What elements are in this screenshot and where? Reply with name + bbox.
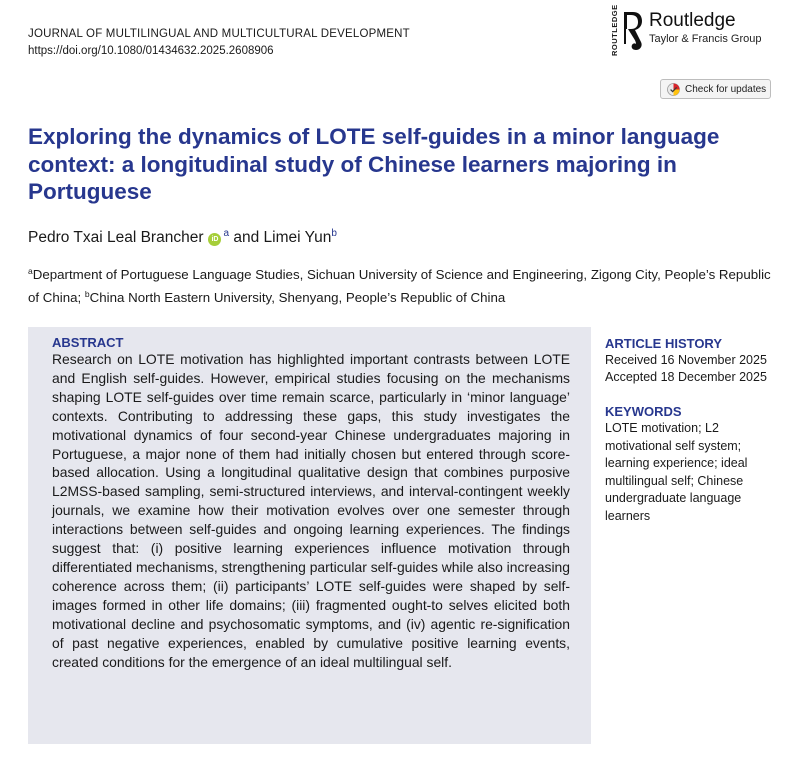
abstract-text: Research on LOTE motivation has highlighted important contrasts between LOTE and English self-guides. However, empirical studies focusing on the mechanisms shaping LOTE self-guides over time remain scarce, particularly in ‘minor language’ contexts. Contributing to addressing these gaps, this study investigates the motivational dynamics of four second-year Chinese undergraduates majoring in Portuguese, a major none of them had initially chosen but entered through score-based allocation. Using a longitudinal qualitative design that combines purposive L2MSS-based sampling, semi-structured interviews, and interval-contingent weekly journals, we examine how their motivation evolves over one semester through interactions between self-guides and ongoing learning experiences. The findings suggest that: (i) positive learning experiences influence motivation through differentiated mechanisms, strengthening particular self-guides while also increasing coherence across them; (ii) participants’ LOTE self-guides were shaped by self-images formed in other life domains; (iii) fragmented ought-to selves elicited both motivational decline and psychosomatic symptoms, and (iv) agentic re-signification of past negative experiences, enabled by cumulative positive learning events, created conditions for the emergence of an ideal multilingual self. [52, 351, 570, 670]
accepted-date: Accepted 18 December 2025 [605, 370, 767, 384]
received-date: Received 16 November 2025 [605, 353, 767, 367]
check-for-updates-button[interactable] [660, 79, 771, 99]
publisher-subtitle: Taylor & Francis Group [649, 33, 762, 45]
author-name[interactable]: Pedro Txai Leal Brancher [28, 229, 204, 246]
author-connector: and [233, 229, 260, 246]
crossmark-icon [667, 83, 680, 96]
publisher-logo[interactable] [610, 4, 762, 56]
author-name[interactable]: Limei Yun [263, 229, 332, 246]
abstract-panel [28, 327, 591, 744]
publisher-vertical-label: ROUTLEDGE [610, 4, 619, 56]
publisher-name: Routledge [649, 10, 736, 31]
check-for-updates-label: Check for updates [685, 83, 767, 95]
author-affiliation-marker: a [223, 228, 230, 239]
keywords-list: LOTE motivation; L2 motivational self system; learning experience; ideal multilingual self; Chinese undergraduate language learners [605, 421, 748, 523]
affiliation-text: Department of Portuguese Language Studies, Sichuan University of Science and Engineering, Zigong City, People’s Republic of China; [28, 267, 771, 305]
affiliation-marker: a [28, 266, 33, 276]
article-history-heading: ARTICLE HISTORY [605, 336, 723, 351]
orcid-icon[interactable]: iD [208, 233, 221, 246]
article-title: Exploring the dynamics of LOTE self-guides in a minor language context: a longitudinal study of Chinese learners majoring in Portuguese [28, 124, 720, 204]
affiliation-text: China North Eastern University, Shenyang, People’s Republic of China [89, 289, 506, 305]
keywords-heading: KEYWORDS [605, 404, 682, 419]
affiliations [28, 262, 773, 307]
journal-name: JOURNAL OF MULTILINGUAL AND MULTICULTURAL DEVELOPMENT [28, 28, 410, 40]
author-affiliation-marker: b [331, 228, 337, 239]
doi-link[interactable]: https://doi.org/10.1080/01434632.2025.2608906 [28, 45, 274, 57]
affiliation-marker: b [84, 288, 90, 299]
abstract-heading: ABSTRACT [52, 335, 124, 350]
routledge-logo-icon [621, 10, 643, 54]
author-list [28, 228, 337, 247]
